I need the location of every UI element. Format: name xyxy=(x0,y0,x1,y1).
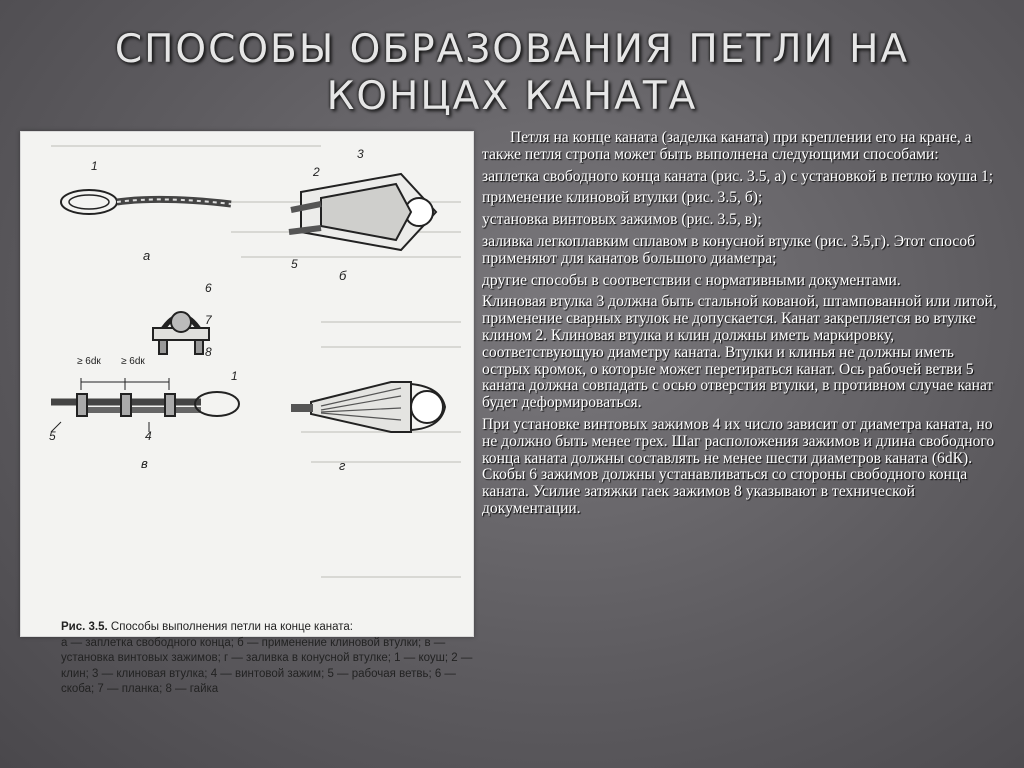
dimension-1: ≥ 6dк xyxy=(77,356,101,367)
label-b: б xyxy=(339,268,347,283)
figure-g-conical-socket xyxy=(291,382,445,432)
label-v: в xyxy=(141,456,148,471)
paragraph-clips: установка винтовых зажимов (рис. 3.5, в); xyxy=(482,211,762,229)
label-6: 6 xyxy=(205,281,212,295)
paragraph-clip-rules: При установке винтовых зажимов 4 их число зависит от диаметра каната, но не должно быть менее трех. Шаг расположения зажимов и длина свободного конца каната должны составлять не менее шести диаметров каната (6dК). Скобы 6 зажимов должны устанавливаться со стороны свободного конца каната. Усилие затяжки гаек зажимов 8 указывают в технической документации. xyxy=(482,415,995,517)
label-3: 3 xyxy=(357,147,364,161)
title-line-2: КОНЦАХ КАНАТА xyxy=(326,74,698,119)
label-8: 8 xyxy=(205,345,212,359)
rope-loop-illustration xyxy=(21,132,473,636)
paragraph-other: другие способы в соответствии с нормативными документами. xyxy=(482,271,901,289)
figure-a-splice xyxy=(61,190,231,214)
caption-title: Рис. 3.5. xyxy=(61,621,108,633)
figure-panel xyxy=(20,131,474,695)
label-4: 4 xyxy=(145,429,152,443)
figure-clip-detail xyxy=(153,312,209,354)
title-line-1: СПОСОБЫ ОБРАЗОВАНИЯ ПЕТЛИ НА xyxy=(114,27,910,72)
label-g: г xyxy=(339,458,346,473)
label-1-v: 1 xyxy=(231,369,238,383)
label-7: 7 xyxy=(205,313,212,327)
figure-v-clips xyxy=(51,378,239,432)
paragraph-splice: заплетка свободного конца каната (рис. 3.5, а) с установкой в петлю коуша 1; xyxy=(482,167,994,185)
figure-caption xyxy=(61,620,481,698)
label-1-a: 1 xyxy=(91,159,98,173)
slide-title xyxy=(60,26,964,120)
paragraph-wedge-socket: Клиновая втулка 3 должна быть стальной кованой, штампованной или литой, применение сварных втулок не допускается. Канат закрепляется во втулке клином 2. Клиновая втулка и клин должны иметь маркировку, соответствующую диаметру каната. Втулки и клинья не должны иметь острых кромок, о которые может перетираться канат. Ось рабочей ветви 5 каната должна совпадать с осью отверстия втулки, в противном случае канат будет деформироваться. xyxy=(482,293,997,412)
label-5-v: 5 xyxy=(49,429,56,443)
label-a: а xyxy=(143,248,151,263)
figure-b-wedge-socket xyxy=(289,174,436,250)
body-text xyxy=(482,130,1006,523)
caption-legend: а — заплетка свободного конца; б — применение клиновой втулки; в — установка винтовых зажимов; г — заливка в конусной втулке; 1 — коуш; 2 — клин; 3 — клиновая втулка; 4 — винтовой зажим; 5 — рабочая ветвь; 6 — скоба; 7 — планка; 8 — гайка xyxy=(61,636,473,695)
paragraph-pouring: заливка легкоплавким сплавом в конусной втулке (рис. 3.5,г). Этот способ применяют для канатов большого диаметра; xyxy=(482,232,976,267)
label-5-b: 5 xyxy=(291,257,298,271)
paragraph-intro: Петля на конце каната (заделка каната) при креплении его на кране, а также петля стропа может быть выполнена следующими способами: xyxy=(482,129,972,163)
label-2: 2 xyxy=(313,165,320,179)
dimension-2: ≥ 6dк xyxy=(121,356,145,367)
paragraph-wedge: применение клиновой втулки (рис. 3.5, б); xyxy=(482,189,763,207)
caption-heading: Способы выполнения петли на конце каната: xyxy=(110,621,353,633)
